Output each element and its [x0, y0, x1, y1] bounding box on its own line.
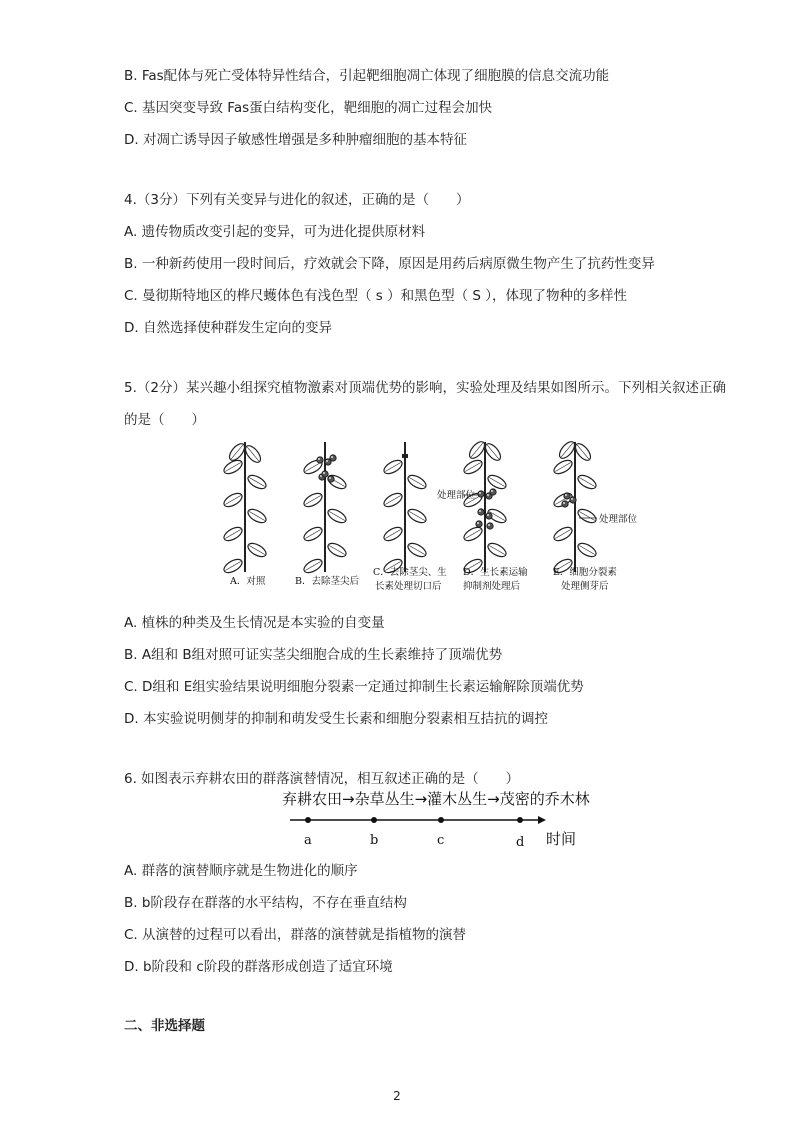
succession-timeline-figure [270, 786, 590, 852]
q4-option-a: A. 遗传物质改变引起的变异，可为进化提供原材料 [124, 224, 426, 240]
plant-c [382, 442, 428, 575]
q6-option-a: A. 群落的演替顺序就是生物进化的顺序 [124, 863, 358, 879]
label-d-line1: D．生长素运输 [463, 567, 528, 578]
tick-a: a [304, 833, 312, 848]
q5-stem-line2: 的是（ ） [124, 412, 205, 428]
q3-option-c: C. 基因突变导致 Fas蛋白结构变化，靶细胞的凋亡过程会加快 [124, 100, 493, 116]
plant-b [302, 442, 348, 575]
treatment-site-label-e: 处理部位 [599, 514, 638, 525]
q4-option-c: C. 曼彻斯特地区的桦尺蠖体色有浅色型（ s ）和黑色型（ S ），体现了物种的多样性 [124, 288, 628, 304]
section-title: 二、非选择题 [124, 1018, 205, 1034]
label-e-line1: E．细胞分裂素 [553, 567, 617, 578]
plant-a [222, 441, 268, 575]
q5-option-b: B. A组和 B组对照可证实茎尖细胞合成的生长素维持了顶端优势 [124, 647, 503, 663]
q6-option-d: D. b阶段和 c阶段的群落形成创造了适宜环境 [124, 959, 393, 975]
label-d-line2: 抑制剂处理后 [463, 581, 521, 592]
q3-option-d: D. 对凋亡诱导因子敏感性增强是多种肿瘤细胞的基本特征 [124, 132, 467, 148]
label-a: A．对照 [230, 576, 266, 587]
q6-stem: 6. 如图表示弃耕农田的群落演替情况，相互叙述正确的是（ ） [124, 771, 520, 787]
tick-d: d [516, 835, 525, 850]
succession-sequence: 弃耕农田→杂草丛生→灌木丛生→茂密的乔木林 [282, 790, 590, 808]
page-number: 2 [393, 1089, 401, 1103]
label-c-line1: C．去除茎尖、生 [373, 567, 447, 578]
plant-experiment-figure [215, 432, 655, 602]
q6-option-c: C. 从演替的过程可以看出，群落的演替就是指植物的演替 [124, 927, 467, 943]
q4-option-b: B. 一种新药使用一段时间后，疗效就会下降，原因是用药后病原微生物产生了抗药性变异 [124, 256, 655, 272]
label-c-line2: 长素处理切口后 [375, 581, 442, 592]
q5-stem-line1: 5.（2分）某兴趣小组探究植物激素对顶端优势的影响，实验处理及结果如图所示。下列相关叙述正确 [124, 380, 726, 396]
plant-d [462, 439, 508, 575]
treatment-site-label-d: 处理部位 [437, 490, 476, 501]
q5-option-d: D. 本实验说明侧芽的抑制和萌发受生长素和细胞分裂素相互拮抗的调控 [124, 711, 548, 727]
q3-option-b: B. Fas配体与死亡受体特异性结合，引起靶细胞凋亡体现了细胞膜的信息交流功能 [124, 68, 610, 84]
q5-option-a: A. 植株的种类及生长情况是本实验的自变量 [124, 615, 385, 631]
tick-c: c [437, 833, 445, 848]
label-b: B．去除茎尖后 [295, 576, 359, 587]
label-e-line2: 处理侧芽后 [561, 581, 609, 592]
q4-stem: 4.（3分）下列有关变异与进化的叙述，正确的是（ ） [124, 192, 470, 208]
q6-option-b: B. b阶段存在群落的水平结构，不存在垂直结构 [124, 895, 407, 911]
time-axis-label: 时间 [546, 830, 577, 848]
q5-option-c: C. D组和 E组实验结果说明细胞分裂素一定通过抑制生长素运输解除顶端优势 [124, 679, 584, 695]
q4-option-d: D. 自然选择使种群发生定向的变异 [124, 320, 332, 336]
plant-e [552, 439, 598, 575]
tick-b: b [370, 833, 379, 848]
